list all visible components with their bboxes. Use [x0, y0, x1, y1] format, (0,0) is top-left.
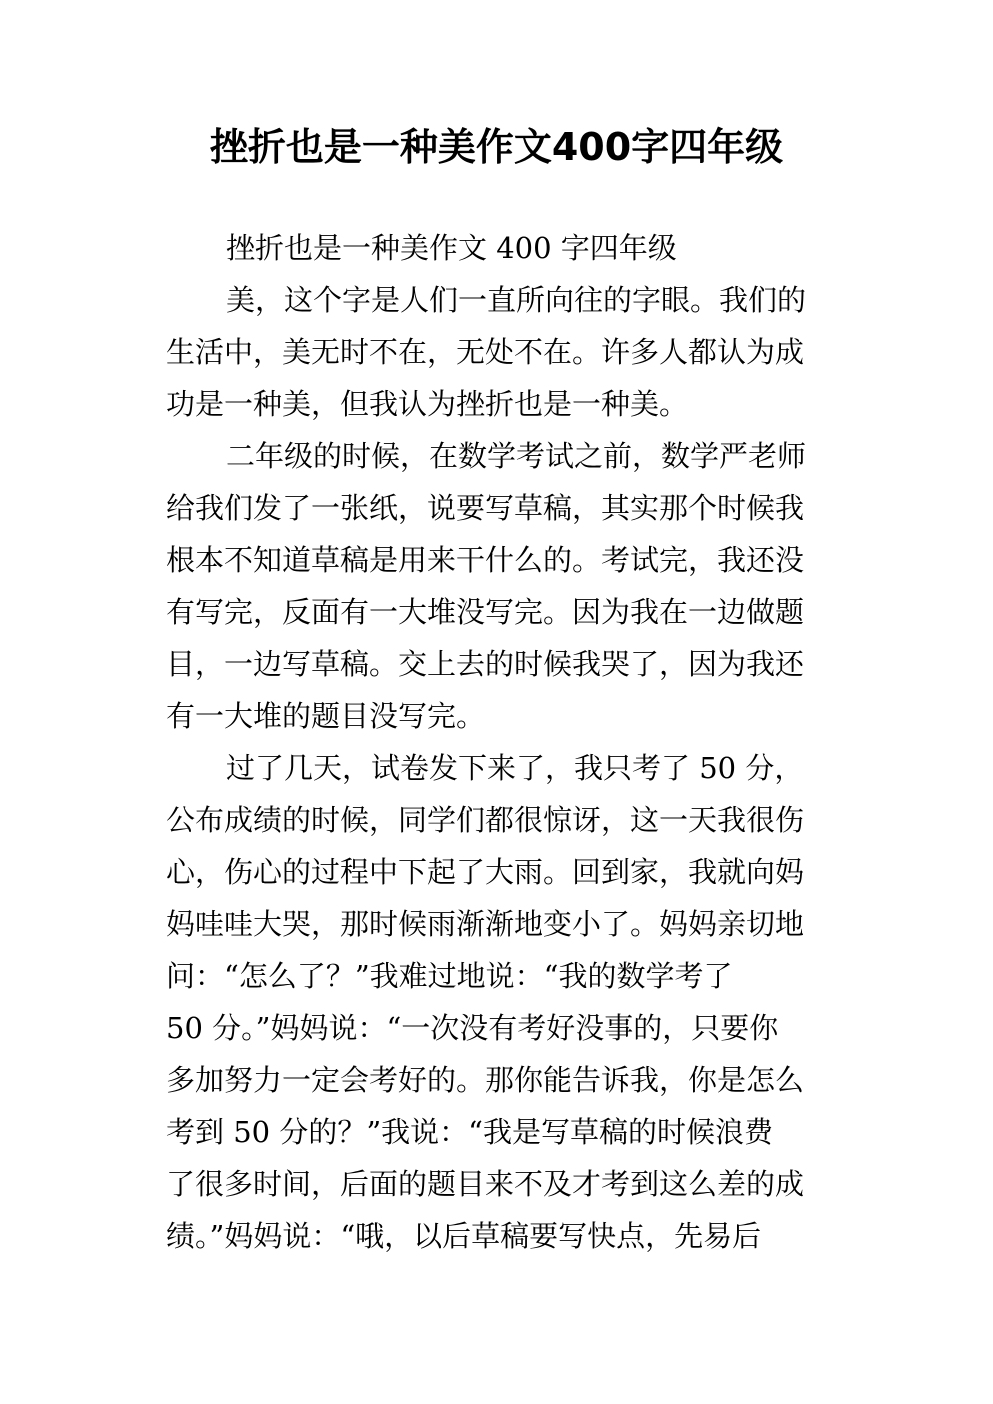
paragraph-2-line: 有写完，反面有一大堆没写完。因为我在一边做题 — [166, 595, 805, 629]
paragraph-3-line: 妈哇哇大哭，那时候雨渐渐地变小了。妈妈亲切地 — [166, 907, 805, 941]
body-line-subtitle: 挫折也是一种美作文 400 字四年级 — [226, 231, 677, 265]
paragraph-3-line: 过了几天，试卷发下来了，我只考了 50 分， — [226, 751, 804, 785]
paragraph-1-line: 美，这个字是人们一直所向往的字眼。我们的 — [226, 283, 807, 317]
document-title: 挫折也是一种美作文400字四年级 — [209, 125, 784, 169]
paragraph-1-line: 功是一种美，但我认为挫折也是一种美。 — [166, 387, 689, 421]
paragraph-2-line: 二年级的时候，在数学考试之前，数学严老师 — [226, 439, 807, 473]
document-body — [166, 222, 838, 1262]
paragraph-2-line: 有一大堆的题目没写完。 — [166, 699, 486, 733]
paragraph-3-line: 公布成绩的时候，同学们都很惊讶，这一天我很伤 — [166, 803, 805, 837]
paragraph-3-line: 考到 50 分的？”我说：“我是写草稿的时候浪费 — [166, 1115, 773, 1149]
paragraph-3-line: 问：“怎么了？”我难过地说：“我的数学考了 — [166, 959, 733, 993]
paragraph-3-line: 绩。”妈妈说：“哦，以后草稿要写快点，先易后 — [166, 1219, 762, 1253]
paragraph-3-line: 了很多时间，后面的题目来不及才考到这么差的成 — [166, 1167, 805, 1201]
paragraph-2-line: 根本不知道草稿是用来干什么的。考试完，我还没 — [166, 543, 805, 577]
paragraph-3-line: 50 分。”妈妈说：“一次没有考好没事的，只要你 — [166, 1011, 779, 1045]
paragraph-2-line: 给我们发了一张纸，说要写草稿，其实那个时候我 — [166, 491, 805, 525]
paragraph-2-line: 目，一边写草稿。交上去的时候我哭了，因为我还 — [166, 647, 805, 681]
paragraph-3-line: 心，伤心的过程中下起了大雨。回到家，我就向妈 — [166, 855, 805, 889]
paragraph-3-line: 多加努力一定会考好的。那你能告诉我，你是怎么 — [166, 1063, 805, 1097]
paragraph-1-line: 生活中，美无时不在，无处不在。许多人都认为成 — [166, 335, 805, 369]
